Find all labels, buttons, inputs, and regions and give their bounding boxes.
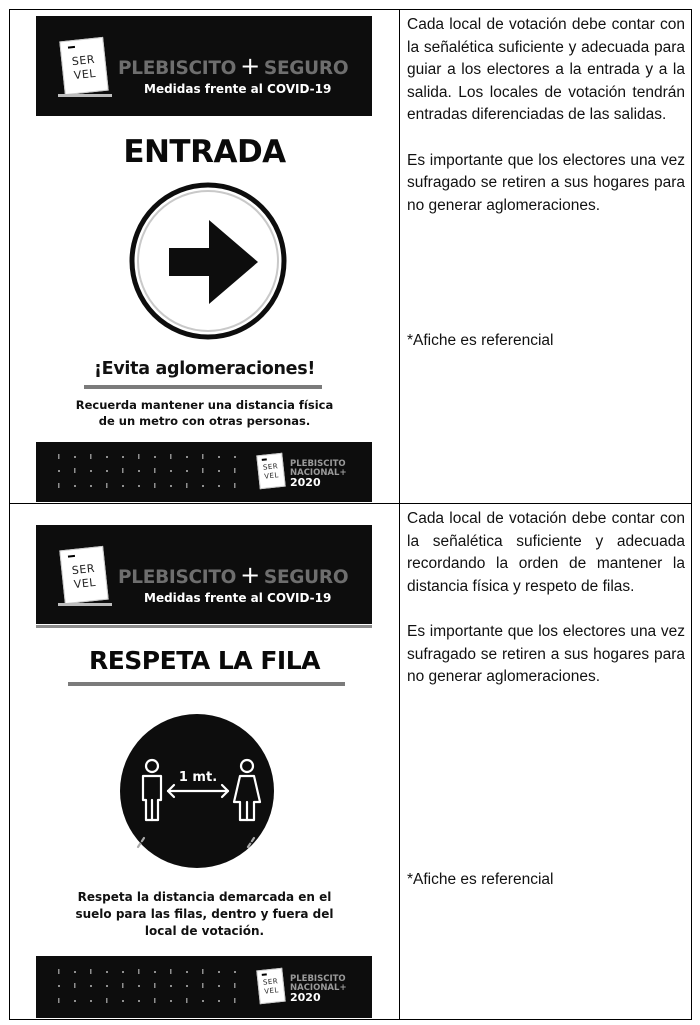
poster-note: Recuerda mantener una distancia física de un metro con otras personas. — [75, 398, 334, 428]
description-paragraph: Cada local de votación debe contar con la señalética suficiente y adecuada recordando la orden de mantener la distancia física y respeto de filas. — [407, 510, 685, 595]
description-cell-fila — [400, 504, 692, 1020]
document-table — [9, 9, 692, 1020]
description-paragraph: Es importante que los electores una vez sufragado se retiren a sus hogares para no generar aglomeraciones. — [407, 622, 685, 686]
servel-logo-icon: SER VEL — [59, 546, 108, 604]
header-subtitle: Medidas frente al COVID-19 — [144, 82, 332, 96]
table-row — [10, 504, 692, 1020]
distance-label: 1 mt. — [178, 770, 218, 785]
poster-entrada — [10, 10, 399, 503]
poster-title: ENTRADA — [123, 134, 286, 170]
footer-servel-logo-icon: SER VEL — [256, 453, 285, 490]
poster-footer — [36, 442, 372, 502]
footer-brand: PLEBISCITO NACIONAL+ 2020 — [290, 974, 347, 1004]
description-cell-entrada — [400, 10, 692, 504]
description-paragraph: Es importante que los electores una vez sufragado se retiren a sus hogares para no generar aglomeraciones. — [407, 151, 685, 214]
poster-title: RESPETA LA FILA — [88, 646, 321, 675]
reference-note: *Afiche es referencial — [407, 332, 554, 350]
poster-note: Respeta la distancia demarcada en el suelo para las filas, dentro y fuera del local de votación. — [75, 890, 334, 938]
poster-footer — [36, 956, 372, 1018]
poster-cell-fila — [10, 504, 400, 1020]
footer-dots-icon — [48, 965, 248, 1007]
footer-dots-icon — [48, 450, 248, 492]
table-row — [10, 10, 692, 504]
header-title: PLEBISCITO + SEGURO — [118, 52, 349, 80]
header-title: PLEBISCITO + SEGURO — [118, 561, 349, 589]
poster-tagline: ¡Evita aglomeraciones! — [93, 359, 316, 379]
distance-people-icon — [118, 712, 276, 870]
poster-respeta-fila — [10, 504, 399, 1019]
footer-servel-logo-icon: SER VEL — [256, 968, 285, 1005]
description-paragraph: Cada local de votación debe contar con la señalética suficiente y adecuada para guiar a los electores a la entrada y a la salida. Los locales de votación tendrán entradas diferenciadas de las salidas. — [407, 16, 685, 124]
header-subtitle: Medidas frente al COVID-19 — [144, 591, 332, 605]
arrow-right-icon — [127, 180, 289, 342]
poster-cell-entrada — [10, 10, 400, 504]
footer-brand: PLEBISCITO NACIONAL+ 2020 — [290, 459, 347, 489]
reference-note: *Afiche es referencial — [407, 870, 554, 888]
servel-logo-icon: SER VEL — [59, 37, 108, 95]
